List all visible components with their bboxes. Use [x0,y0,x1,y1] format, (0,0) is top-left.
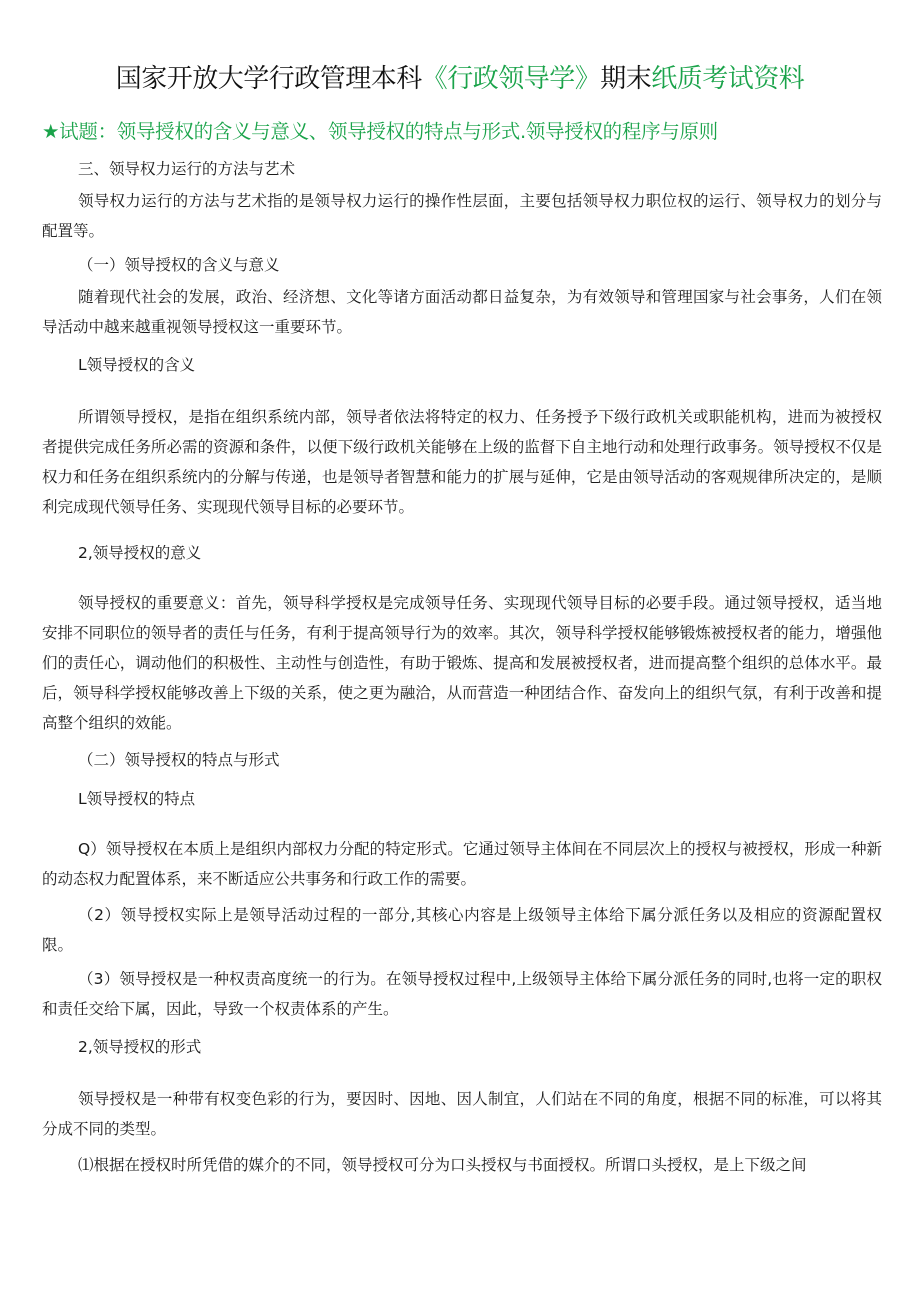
paragraph-forms: 领导授权是一种带有权变色彩的行为，要因时、因地、因人制宜，人们站在不同的角度，根据不同的标准，可以将其分成不同的类型。 [42,1090,882,1138]
paragraph-feature-1: Q）领导授权在本质上是组织内部权力分配的特定形式。它通过领导主体间在不同层次上的授权与被授权，形成一种新的动态权力配置体系，来不断适应公共事务和行政工作的需要。 [42,840,882,888]
paragraph-feature-2: （2）领导授权实际上是领导活动过程的一部分,其核心内容是上级领导主体给下属分派任务以及相应的资源配置权限。 [42,906,882,954]
item-heading-meaning: L领导授权的含义 [78,356,196,374]
title-part-1: 国家开放大学行政管理本科 [115,64,422,94]
paragraph-significance: 领导授权的重要意义：首先，领导科学授权是完成领导任务、实现现代领导目标的必要手段。通过领导授权，适当地安排不同职位的领导者的责任与任务，有利于提高领导行为的效率。其次，领导科学授权能够锻炼被授权者的能力，增强他们的责任心，调动他们的积极性、主动性与创造性，有助于锻炼、提高和发展被授权者，进而提高整个组织的总体水平。最后，领导科学授权能够改善上下级的关系，使之更为融洽，从而营造一种团结合作、奋发向上的组织气氛，有利于改善和提高整个组织的效能。 [42,594,882,732]
item-heading-features: L领导授权的特点 [78,790,196,808]
question-subtitle: ★试题：领导授权的含义与意义、领导授权的特点与形式.领导授权的程序与原则 [42,120,718,143]
title-part-2: 期末 [600,64,652,94]
paragraph-meaning: 所谓领导授权，是指在组织系统内部，领导者依法将特定的权力、任务授予下级行政机关或职能机构，进而为被授权者提供完成任务所必需的资源和条件，以便下级行政机关能够在上级的监督下自主地行动和处理行政事务。领导授权不仅是权力和任务在组织系统内的分解与传递，也是领导者智慧和能力的扩展与延伸，它是由领导活动的客观规律所决定的，是顺利完成现代领导任务、实现现代领导目标的必要环节。 [42,408,882,516]
section-heading-3: 三、领导权力运行的方法与艺术 [78,160,296,178]
document-title [0,62,920,96]
intro-paragraph: 领导权力运行的方法与艺术指的是领导权力运行的操作性层面，主要包括领导权力职位权的运行、领导权力的划分与配置等。 [42,192,882,240]
title-course-name: 《行政领导学》 [421,64,601,94]
paragraph-forms-1: ⑴根据在授权时所凭借的媒介的不同，领导授权可分为口头授权与书面授权。所谓口头授权，是上下级之间 [78,1156,807,1174]
subsection-heading-2: （二）领导授权的特点与形式 [78,751,280,769]
subsection-heading-1: （一）领导授权的含义与意义 [78,256,280,274]
paragraph-1: 随着现代社会的发展，政治、经济想、文化等诸方面活动都日益复杂，为有效领导和管理国家与社会事务，人们在领导活动中越来越重视领导授权这一重要环节。 [42,288,882,336]
paragraph-feature-3: （3）领导授权是一种权责高度统一的行为。在领导授权过程中,上级领导主体给下属分派任务的同时,也将一定的职权和责任交给下属，因此，导致一个权责体系的产生。 [42,970,882,1018]
item-heading-significance: 2,领导授权的意义 [78,544,202,562]
item-heading-forms: 2,领导授权的形式 [78,1038,202,1056]
title-part-3: 纸质考试资料 [651,64,805,94]
